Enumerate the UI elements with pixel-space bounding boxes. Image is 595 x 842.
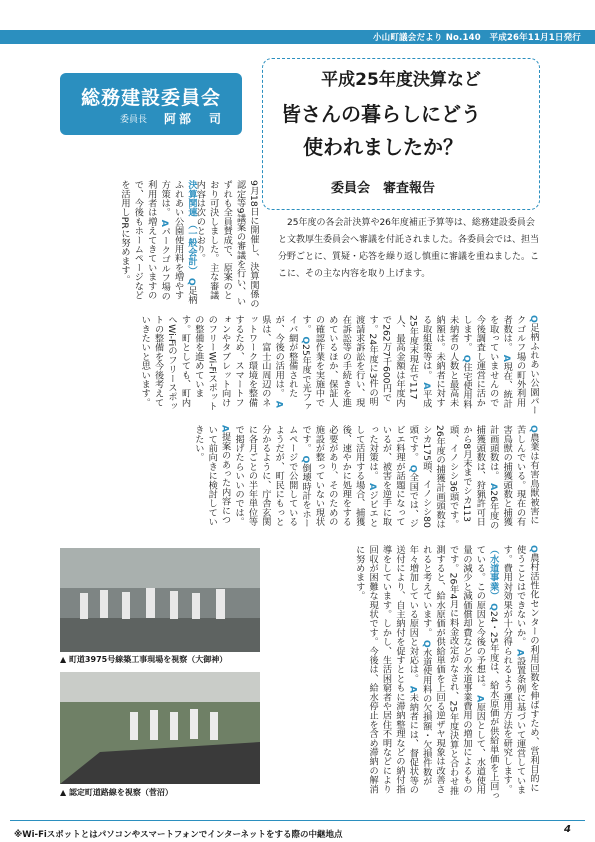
- question-6: 全国では、ジビエ料理が話題になっているが、被害を逆手に取った対策は。: [367, 425, 419, 528]
- chair-label: 委員長: [120, 115, 148, 125]
- committee-name: 総務建設委員会: [80, 87, 221, 109]
- answer-8: 設置条例に基づいて運営しています。費用対効果が十分得られるよう運用方法を研究します。: [501, 545, 526, 795]
- answer-4: 県は、富士山周辺のネットワーク環境を整備するため、スマートフォンやタブレット向けのフリーWi-Fiスポットの整備を進めています。町としても、町内へWi-Fiのフリースポットの整備を今後考えていきたいと思います。: [139, 315, 271, 411]
- question-4: 25年度で光ファイバ網が整備されたが、今後の活用は。: [273, 315, 312, 412]
- answer-7: 提案のあった内容について前向きに検討していきたい。: [192, 425, 231, 527]
- photo-caption-2: ▲ 認定町道路線を視察（菅沼）: [60, 788, 173, 797]
- question-8: 農村活性化センターの利用回数を伸ばすため、営利目的に使うことはできないか。: [514, 545, 539, 793]
- title-box: [262, 58, 540, 210]
- answer-5: 26年度の捕獲頭数は、狩猟許可日から8月末までシカ113頭、イノシシ36頭です。26年度の捕獲計画頭数はシカ175頭、イノシシ80頭です。: [407, 425, 499, 530]
- answer-3: 平成25年度末現在で117人、最高金額は年度内で262万7千600円です。24年度に3件の明渡請求訴訟を行い、現在訴訟等の手続きを進めているほか、保証人の確認作業を実施中です。: [300, 315, 432, 408]
- answer-1: パークゴルフ場の利用者は増えてきていますので、今後もホームページなどを活用しPRに努めます。: [118, 180, 171, 301]
- opening-paragraph: 9月18日に開催し、決算関係の認定等9議案の審議を行い、いずれも全員賛成で、原案のとおり可決しました。主な審議内容は次のとおり。: [194, 180, 259, 308]
- qa-block-1: 決算関連 （一般会計） Q足柄ふれあい公園使用料を増やす方策は。 Aパークゴルフ場の利用者は増えてきていますので、今後もホームページなどを活用しPRに努めます。: [118, 180, 197, 305]
- question-10: 水道使用料の欠損額・欠損件数が年々増加している原因と対応は。: [407, 545, 432, 786]
- question-9: 24・25年度は、給水原価が供給単価を上回っている。この原因と今後の予想は。: [474, 545, 499, 800]
- question-5: 農業は有害鳥獣被害に苦しんでいる。現在の有害鳥獣の捕獲頭数と捕獲計画頭数は。: [487, 425, 539, 527]
- page-number: 4: [564, 824, 571, 835]
- title-line-2: 皆さんの暮らしにどう: [281, 102, 481, 126]
- footnote: ※Wi-Fiスポットとはパソコンやスマートフォンでインターネットをする際の中継地点: [14, 830, 343, 840]
- answer-9: 原因として、水道使用量の減少と減価償却費などの水道事業費用の増加によるものです。26年4月に料金改定がなされ、25年度決算と合わせ推測すると、給水原価が供給単価を上回る逆ザヤ現象は改善されると考えています。: [420, 545, 486, 796]
- site-inspection-photo-1: [60, 548, 260, 652]
- question-1: 足柄ふれあい公園使用料を増やす方策は。: [159, 180, 197, 305]
- answer-6: ジビエとして活用する場合、捕獲後、速やかに処理をする必要があり、そのための施設が整っていない現状です。: [300, 425, 379, 528]
- footer-rule: [10, 820, 585, 821]
- qa-row-1: Q足柄ふれあい公園パークゴルフ場の町外利用者数は。 A現在、統計を取っていませんので今後調査し運営に活かします。 Q住宅使用料未納者の人数と最高未納額は。未納者に対する取組策等は。 A平成25年度末現在で117人、最高金額は年度内で262万7千600円です。24年度に3件の明渡請求訴訟を行い、現在訴訟等の手続きを進めているほか、保証人の確認作業を実施中です。 Q25年度で光ファイバ網が整備されたが、今後の活用は。 A県は、富士山周辺のネットワーク環境を整備するため、スマートフォンやタブレット向けのフリーWi-Fiスポットの整備を進めています。町としても、町内へWi-Fiのフリースポットの整備を今後考えていきたいと思います。: [139, 315, 539, 415]
- site-inspection-photo-2: [60, 672, 260, 784]
- title-line-4: 委員会 審査報告: [331, 181, 436, 196]
- answer-10: 未納者には、督促状等の送付により、自主納付を促すとともに滞納整理などの納付指導をしています。しかし、生活困窮者や居住不明などにより回収が困難な現状です。今後は、給水停止を含め滞納の解消に努めます。: [353, 545, 419, 795]
- title-line-3: 使われましたか？: [303, 135, 463, 159]
- answer-2: 現在、統計を取っていませんので今後調査し運営に活かします。: [460, 315, 513, 408]
- qa-row-2: Q農業は有害鳥獣被害に苦しんでいる。現在の有害鳥獣の捕獲頭数と捕獲計画頭数は。 A26年度の捕獲頭数は、狩猟許可日から8月末までシカ113頭、イノシシ36頭です。26年度の捕獲計画頭数はシカ175頭、イノシシ80頭です。 Q全国では、ジビエ料理が話題になっているが、被害を逆手に取った対策は。 Aジビエとして活用する場合、捕獲後、速やかに処理をする必要があり、そのための施設が整っていない現状です。 Q倒壊時計をホームページで公開しているようだが、町民にもっと分かるように、庁舎玄関に各月ごとの半年単位等で掲げたらいいのでは。 A提案のあった内容について前向きに検討していきたい。: [192, 425, 539, 530]
- question-2: 足柄ふれあい公園パークゴルフ場の町外利用者数は。: [501, 315, 539, 415]
- question-3: 住宅使用料未納者の人数と最高未納額は。未納者に対する取組策等は。: [420, 315, 472, 409]
- title-line-1: 平成25年度決算など: [321, 70, 481, 90]
- chair-name: 阿部 司: [164, 112, 225, 126]
- committee-box: [60, 73, 242, 135]
- issue-header: 小山町議会だより No.140 平成26年11月1日発行: [372, 33, 581, 43]
- section-subheading-general: （一般会計）: [186, 219, 197, 275]
- section-heading-water: （水道事業）: [487, 545, 499, 601]
- question-7: 倒壊時計をホームページで公開しているようだが、町民にもっと分かるように、庁舎玄関に各月ごとの半年単位等で掲げたらいいのでは。: [233, 425, 312, 528]
- photo-caption-1: ▲ 町道3975号線築工事現場を視察（大御神）: [60, 655, 228, 664]
- qa-row-3: Q農村活性化センターの利用回数を伸ばすため、営利目的に使うことはできないか。 A設置条例に基づいて運営しています。費用対効果が十分得られるよう運用方法を研究します。 （水道事業） Q24・25年度は、給水原価が供給単価を上回っている。この原因と今後の予想は。 A原因として、水道使用量の減少と減価償却費などの水道事業費用の増加によるものです。26年4月に料金改定がなされ、25年度決算と合わせ推測すると、給水原価が供給単価を上回る逆ザヤ現象は改善されると考えています。 Q水道使用料の欠損額・欠損件数が年々増加している原因と対応は。 A未納者には、督促状等の送付により、自主納付を促すとともに滞納整理などの納付指導をしています。しかし、生活困窮者や居住不明などにより回収が困難な現状です。今後は、給水停止を含め滞納の解消に努めます。: [353, 545, 539, 800]
- section-heading-settlement: 決算関連: [186, 180, 197, 217]
- intro-paragraph: 25年度の各会計決算や26年度補正予算等は、総務建設委員会と文教厚生委員会へ審議を付託されました。各委員会では、担当分野ごとに、質疑・応答を繰り返し慎重に審議を重ねました。ここに、その主な内容を取り上げます。: [278, 218, 540, 279]
